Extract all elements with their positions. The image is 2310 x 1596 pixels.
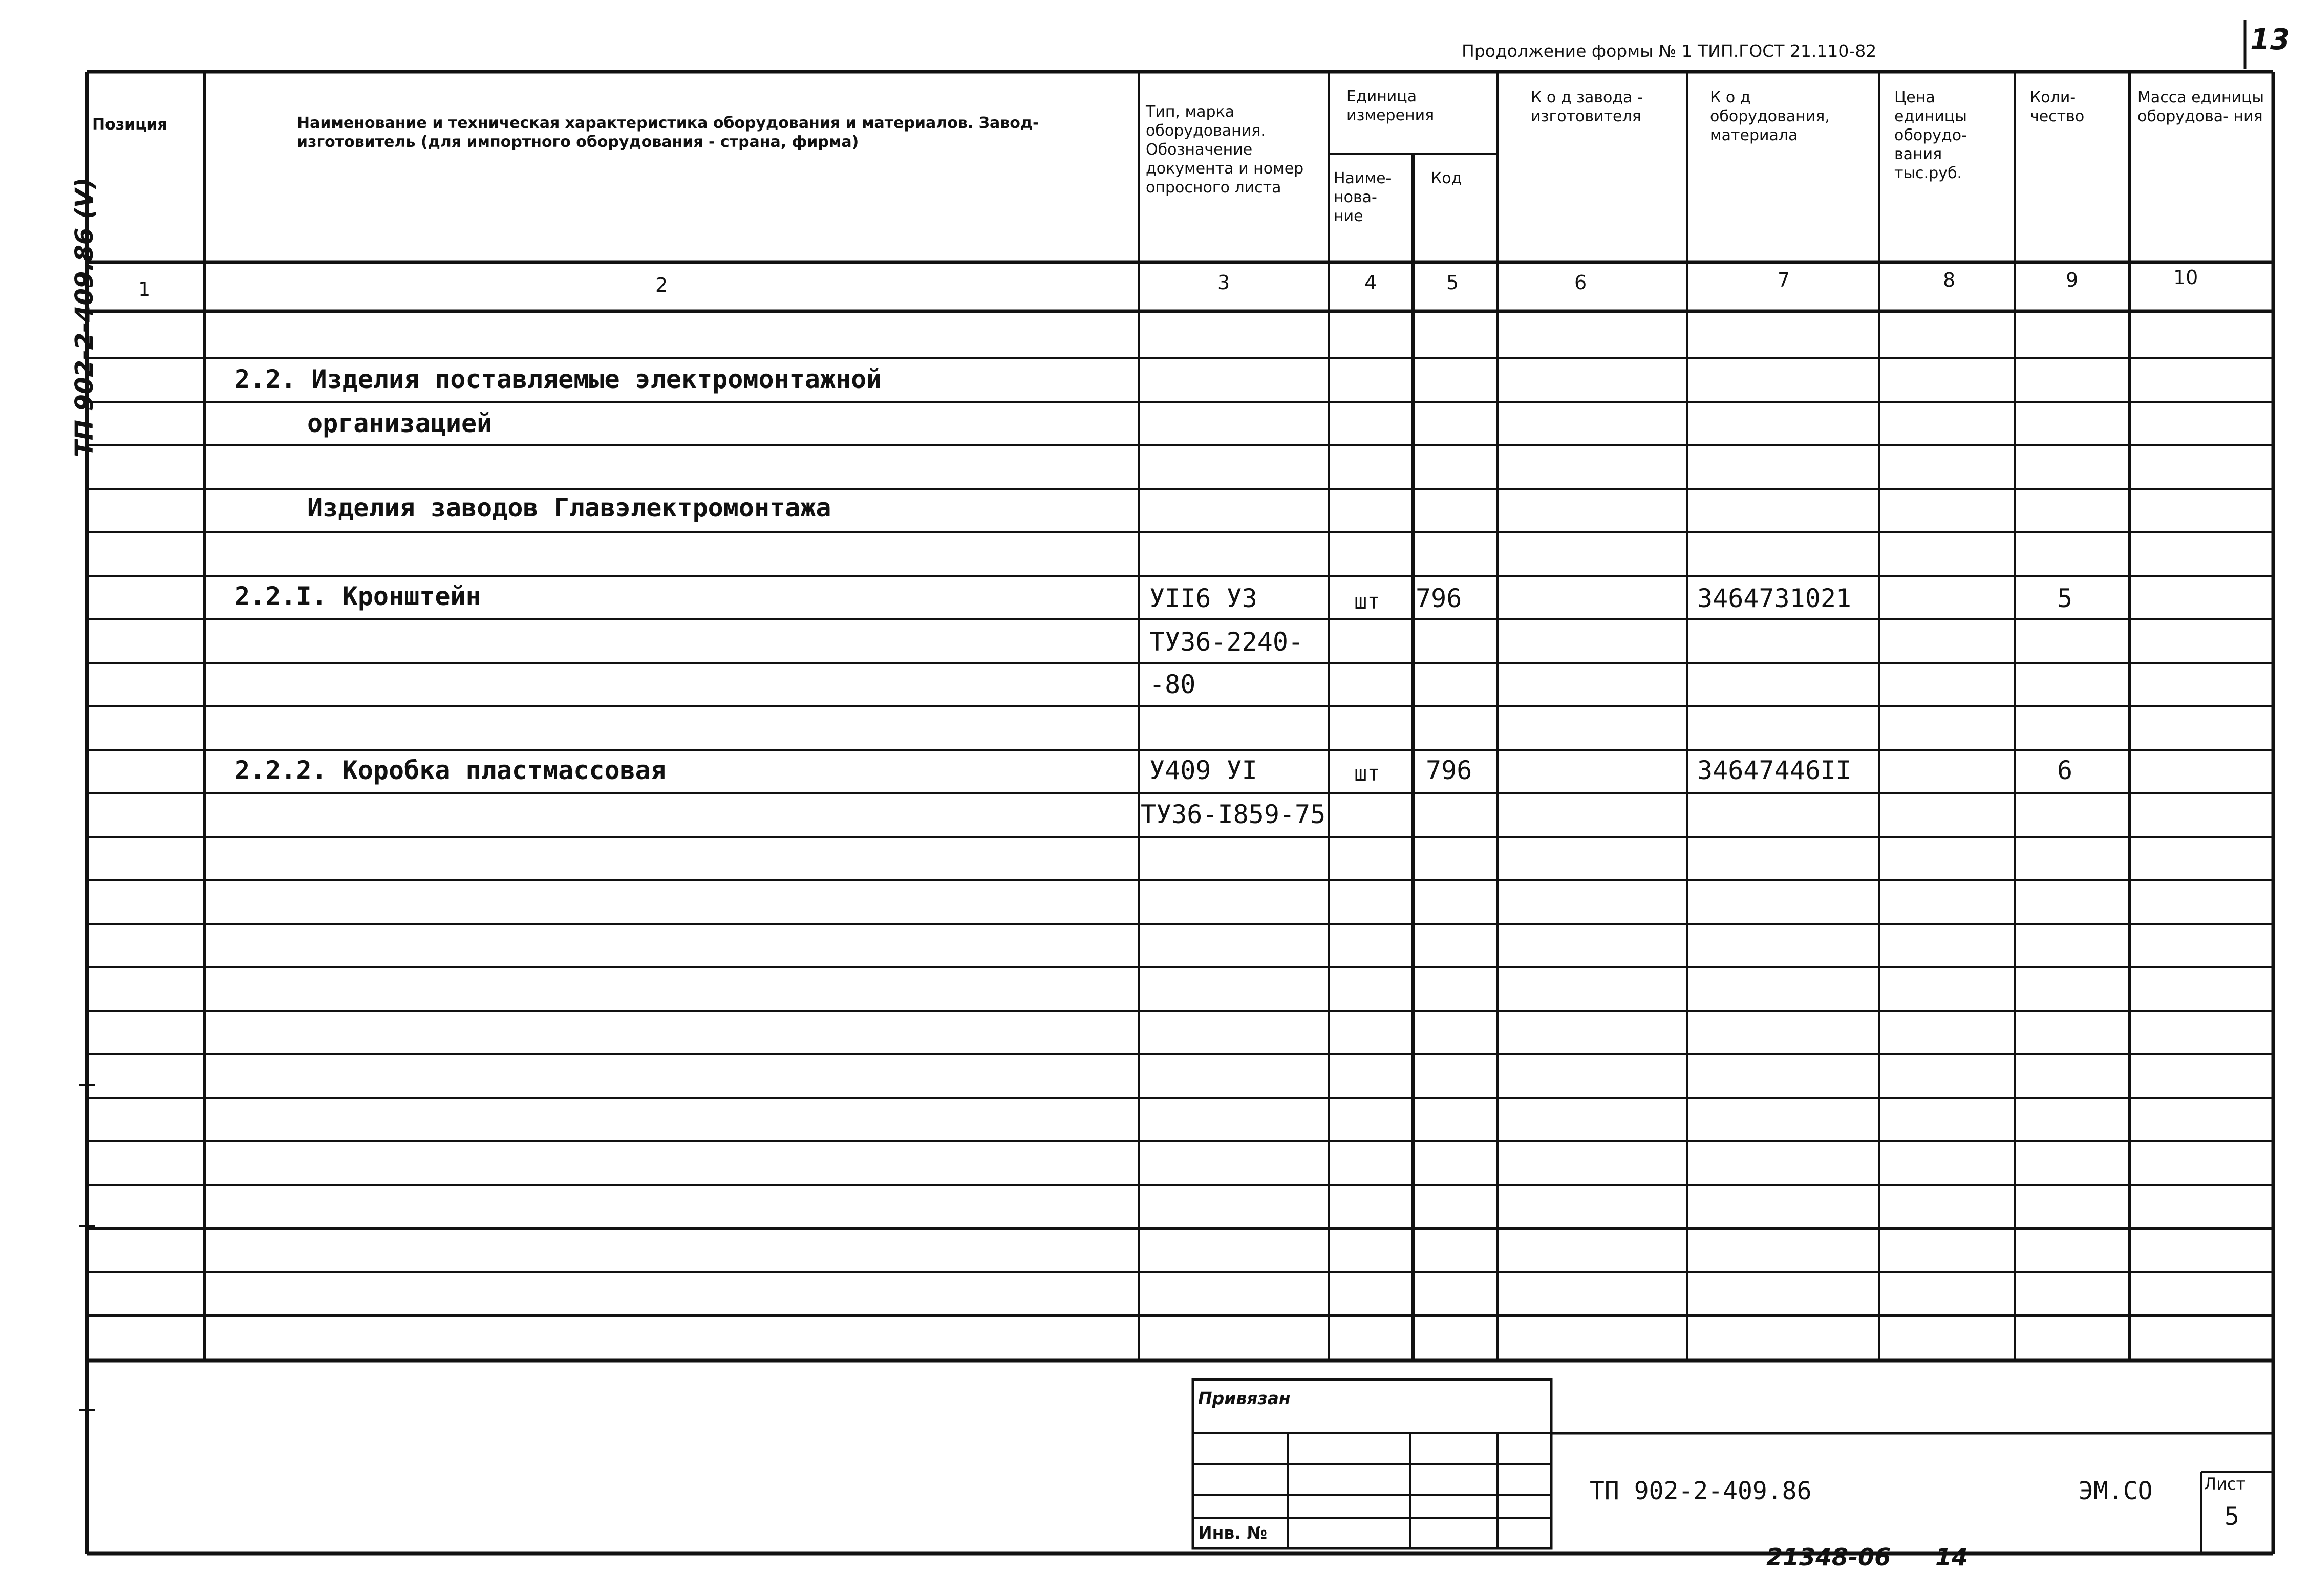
column-number: 1 <box>138 278 151 300</box>
column-header-position: Позиция <box>92 116 167 134</box>
document-mark: ЭМ.СО <box>2079 1477 2153 1505</box>
item-type-document: ТУ36-2240- <box>1149 627 1304 657</box>
item-unit: шт <box>1354 589 1380 614</box>
item-quantity: 6 <box>2057 756 2073 785</box>
item-type-document: ТУ36-I859-75 <box>1141 800 1326 829</box>
section-heading: 2.2. Изделия поставляемые электромонтажной <box>234 364 882 394</box>
item-material-code: 34647446II <box>1697 756 1852 785</box>
item-type: У409 УI <box>1149 756 1257 785</box>
sheet-number: 5 <box>2225 1502 2239 1531</box>
document-code: ТП 902-2-409.86 <box>1590 1477 1812 1505</box>
column-header-quantity: Коли- чество <box>2030 89 2085 125</box>
item-unit: шт <box>1354 761 1380 786</box>
column-header-unit-name: Наиме- нова- ние <box>1334 169 1392 225</box>
form-continuation-caption: Продолжение формы № 1 ТИП.ГОСТ 21.110-82 <box>1462 41 1877 61</box>
column-number: 10 <box>2173 266 2198 289</box>
item-type-document-continued: -80 <box>1149 670 1196 699</box>
column-number: 8 <box>1943 269 1956 291</box>
column-number: 2 <box>655 274 668 296</box>
column-header-manufacturer-code: К о д завода - изготовителя <box>1531 89 1643 125</box>
column-number: 6 <box>1574 271 1587 294</box>
inventory-number-label: Инв. № <box>1198 1523 1268 1543</box>
column-header-material-code: К о д оборудования, материала <box>1710 89 1830 144</box>
column-header-name: Наименование и техническая характеристика оборудования и материалов. Завод-изготовитель (для импортного оборудования - страна, фирма) <box>297 114 1039 151</box>
sheet-corner-number: 13 <box>2250 23 2290 56</box>
item-name: 2.2.2. Коробка пластмассовая <box>234 756 666 785</box>
item-unit-code: 796 <box>1426 756 1472 785</box>
item-unit-code: 796 <box>1416 584 1462 613</box>
footer-page-handwritten: 14 <box>1935 1543 1969 1571</box>
subsection-heading: Изделия заводов Главэлектромонтажа <box>307 493 831 523</box>
item-name: 2.2.I. Кронштейн <box>234 581 481 611</box>
item-type: УII6 У3 <box>1149 584 1257 613</box>
column-header-mass: Масса единицы оборудова- ния <box>2137 89 2264 125</box>
section-heading-continued: организацией <box>307 408 493 438</box>
column-header-unit-code: Код <box>1431 169 1462 187</box>
column-number: 4 <box>1364 271 1377 294</box>
archive-number-handwritten: 21348-06 <box>1766 1543 1891 1571</box>
sheet-label: Лист <box>2204 1474 2246 1494</box>
column-number: 5 <box>1446 271 1459 294</box>
item-material-code: 3464731021 <box>1697 584 1852 613</box>
bound-label: Привязан <box>1198 1388 1291 1408</box>
column-header-type: Тип, марка оборудования. Обозначение документа и номер опросного листа <box>1146 103 1304 197</box>
item-quantity: 5 <box>2057 584 2073 613</box>
column-number: 3 <box>1217 271 1230 294</box>
column-header-price: Цена единицы оборудо- вания тыс.руб. <box>1894 89 1967 182</box>
column-header-unit-group: Единица измерения <box>1346 88 1435 124</box>
column-number: 7 <box>1778 269 1790 291</box>
column-number: 9 <box>2066 269 2079 291</box>
side-document-label: ТП 902-2-409.86 (V) <box>70 177 99 457</box>
